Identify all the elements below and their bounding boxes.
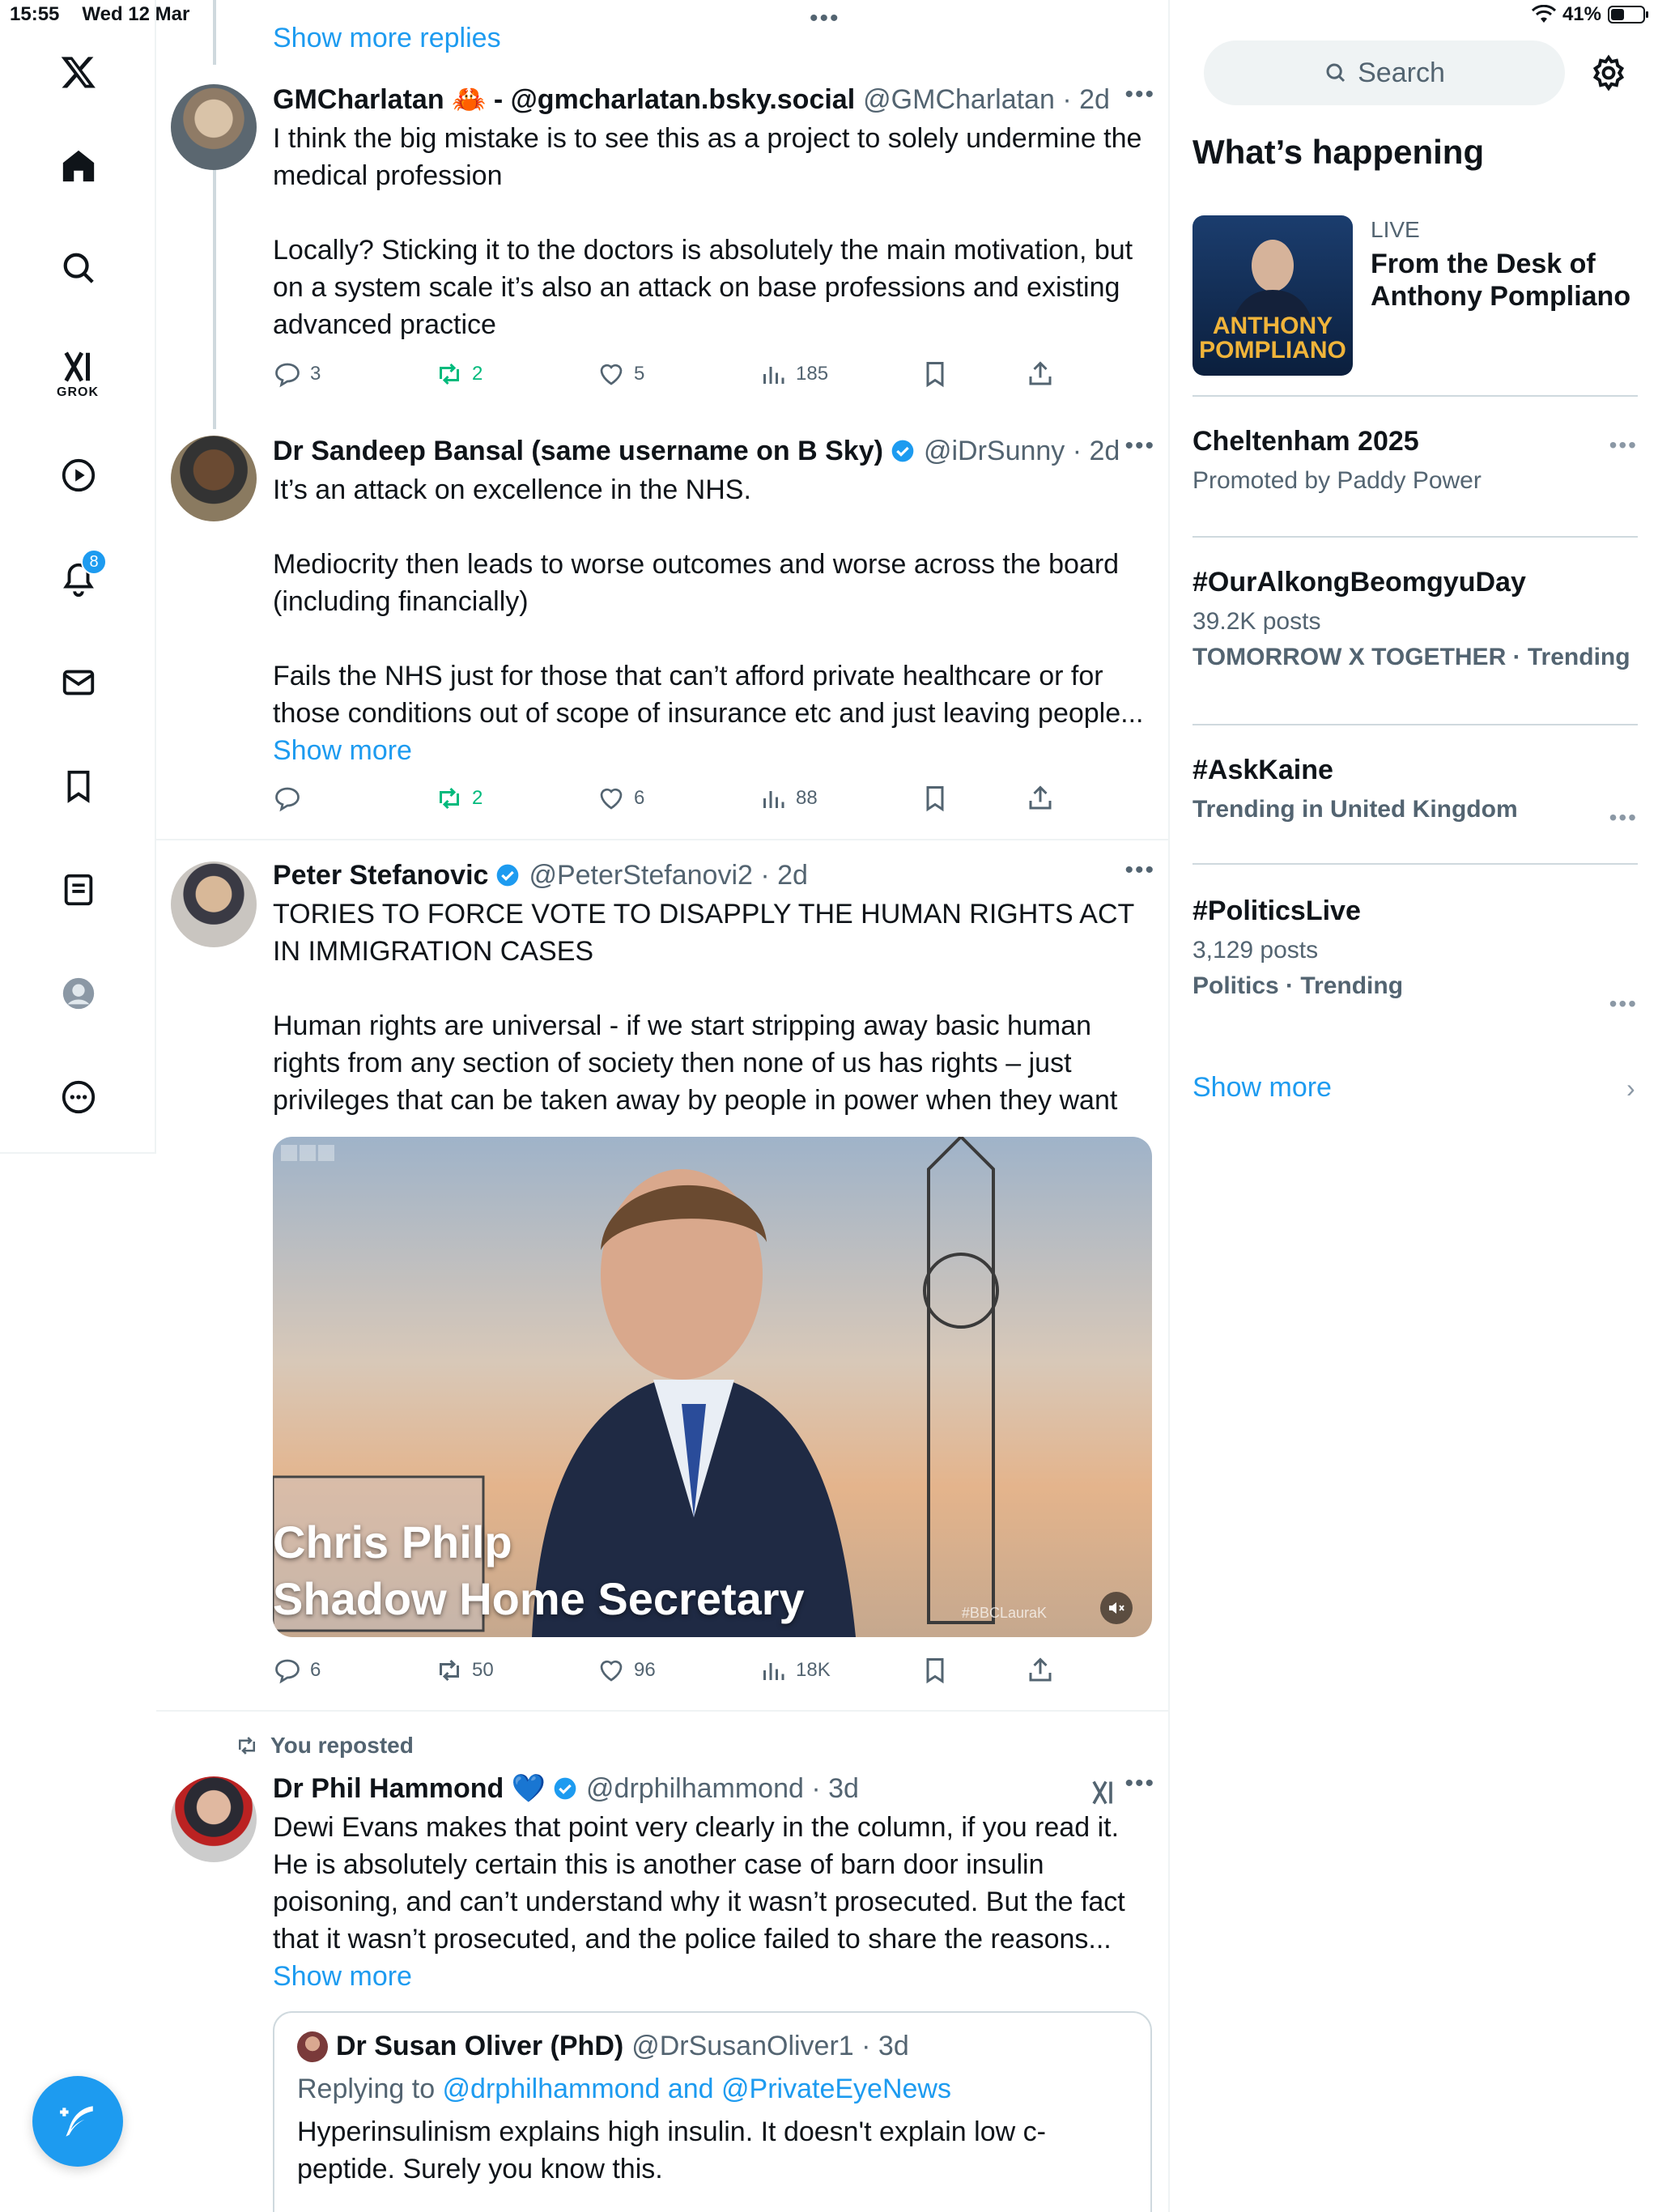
avatar[interactable]: [171, 436, 257, 521]
avatar[interactable]: [171, 1776, 257, 1862]
author-name[interactable]: GMCharlatan 🦀 - @gmcharlatan.bsky.social: [273, 84, 856, 115]
video-icon[interactable]: [45, 442, 112, 508]
reply-icon: [273, 784, 302, 813]
reply-icon: [273, 1656, 302, 1685]
view-count: 18K: [796, 1659, 831, 1681]
tweet-video[interactable]: [273, 1137, 1152, 1637]
compose-feather-icon: [57, 2101, 98, 2142]
tweet-divider: [156, 1710, 1170, 1712]
bookmark-icon: [920, 1656, 950, 1685]
reposted-label: You reposted: [270, 1733, 414, 1758]
compose-post-button[interactable]: [32, 2076, 123, 2167]
views-chart-icon: [759, 784, 788, 813]
lists-icon[interactable]: [45, 857, 112, 923]
show-more-replies-link[interactable]: Show more replies: [273, 23, 501, 53]
repost-icon: [435, 784, 464, 813]
mute-button[interactable]: [1100, 1592, 1133, 1624]
video-caption-name: Chris Philp: [273, 1516, 512, 1568]
live-title[interactable]: From the Desk of Anthony Pompliano: [1371, 249, 1631, 312]
bookmark-button[interactable]: [920, 1656, 950, 1685]
right-sidebar: [1170, 0, 1658, 2212]
tweet-text: [273, 1809, 1155, 1995]
tweet-text-body: It’s an attack on excellence in the NHS. Mediocrity then leads to worse outcomes and worse across the board (including financially) Fails the NHS just for those that can’t afford private healthcare or for those conditions out of scope of insurance etc and just leaving people...: [273, 474, 1144, 729]
repost-button[interactable]: [435, 1656, 494, 1685]
repost-icon: [435, 1656, 464, 1685]
author-name[interactable]: Dr Phil Hammond 💙: [273, 1773, 546, 1804]
x-logo-icon[interactable]: [45, 39, 112, 105]
like-count: 6: [634, 787, 645, 809]
tweet-more-icon[interactable]: •••: [1124, 432, 1155, 459]
heart-icon: [597, 359, 626, 389]
views-chart-icon: [759, 359, 788, 389]
reply-button[interactable]: [273, 1656, 321, 1685]
search-input[interactable]: [1204, 40, 1565, 105]
grok-label: GROK: [57, 385, 99, 399]
speaker-muted-icon: [1107, 1598, 1126, 1618]
quote-text: Hyperinsulinism explains high insulin. It doesn't explain low c-peptide. Surely you know this.: [297, 2116, 1046, 2184]
bookmark-icon: [920, 359, 950, 389]
reply-button[interactable]: [273, 784, 310, 813]
sidebar-divider: [1192, 395, 1638, 397]
repost-button[interactable]: [435, 359, 483, 389]
profile-avatar-icon[interactable]: [45, 960, 112, 1027]
tweet-divider: [156, 839, 1170, 840]
sidebar-divider: [1192, 863, 1638, 865]
heart-icon: [597, 1656, 626, 1685]
quoted-tweet[interactable]: [273, 2011, 1152, 2212]
quote-replying-to: [297, 2074, 1128, 2105]
author-handle[interactable]: @drphilhammond · 3d: [586, 1772, 859, 1804]
views-button[interactable]: [759, 1656, 831, 1685]
repost-icon: [235, 1733, 259, 1758]
trend-context: Politics · Trending: [1192, 972, 1404, 999]
trend-item[interactable]: [1192, 755, 1638, 830]
trend-item[interactable]: [1192, 895, 1638, 1016]
share-icon: [1026, 1656, 1055, 1685]
chevron-right-icon: ›: [1626, 1074, 1635, 1103]
bookmark-button[interactable]: [920, 784, 950, 813]
trend-title: #PoliticsLive: [1192, 895, 1361, 926]
views-chart-icon: [759, 1656, 788, 1685]
repost-count: 50: [472, 1659, 494, 1681]
search-icon[interactable]: [45, 235, 112, 301]
show-more-link[interactable]: Show more: [273, 1961, 412, 1992]
reply-icon: [273, 359, 302, 389]
bookmark-button[interactable]: [920, 359, 950, 389]
share-icon: [1026, 784, 1055, 813]
video-caption-title: Shadow Home Secretary: [273, 1573, 805, 1624]
trend-title: #AskKaine: [1192, 755, 1333, 785]
reply-button[interactable]: [273, 359, 321, 389]
share-button[interactable]: [1026, 1656, 1055, 1685]
video-hashtag: #BBCLauraK: [961, 1605, 1047, 1621]
tweet-text: [273, 471, 1155, 769]
reply-count: 6: [310, 1659, 321, 1681]
notifications-bell-icon[interactable]: [45, 546, 112, 612]
more-options-icon[interactable]: [45, 1064, 112, 1130]
notifications-badge: 8: [81, 549, 107, 575]
tweet-actions: [273, 1650, 1082, 1691]
trend-title: #OurAlkongBeomgyuDay: [1192, 567, 1526, 598]
sidebar-divider: [1192, 724, 1638, 725]
verified-badge-icon: [495, 862, 521, 888]
tweet-actions: [273, 354, 1082, 394]
repost-count: 2: [472, 363, 483, 385]
repost-count: 2: [472, 787, 483, 809]
share-button[interactable]: [1026, 359, 1055, 389]
sidebar-divider: [1192, 536, 1638, 538]
trend-more-icon[interactable]: •••: [1609, 805, 1638, 830]
reposted-indicator: [235, 1733, 414, 1759]
search-icon: [1324, 61, 1348, 85]
reply-count: 3: [310, 363, 321, 385]
tweet-text: I think the big mistake is to see this as a project to solely undermine the medical profession Locally? Sticking it to the doctors is absolutely the main motivation, but on a system scale it’s also an attack on base professions and existing advanced practice: [273, 123, 1142, 340]
quote-author-handle: @DrSusanOliver1 · 3d: [631, 2031, 909, 2061]
share-icon: [1026, 359, 1055, 389]
quote-avatar[interactable]: [297, 2031, 328, 2062]
tweet-text-body: Dewi Evans makes that point very clearly in the column, if you read it. He is absolutely certain this is another case of barn door insulin poisoning, and can’t understand why it wasn’t prosecuted. But the fact that it wasn’t prosecuted, and the police failed to share the reasons...: [273, 1812, 1133, 1955]
trend-context: TOMORROW X TOGETHER · Trending: [1192, 644, 1630, 670]
messages-envelope-icon[interactable]: [45, 649, 112, 716]
bookmarks-icon[interactable]: [45, 753, 112, 819]
share-button[interactable]: [1026, 784, 1055, 813]
avatar[interactable]: [171, 84, 257, 170]
search-placeholder: Search: [1358, 57, 1445, 88]
thread-line: [213, 138, 216, 429]
multitask-dots[interactable]: •••: [810, 5, 840, 32]
verified-badge-icon: [552, 1776, 578, 1802]
quote-replying-handles[interactable]: @drphilhammond and @PrivateEyeNews: [442, 2074, 951, 2104]
live-label: LIVE: [1371, 217, 1420, 242]
quote-replying-prefix: Replying to: [297, 2074, 443, 2104]
status-date: Wed 12 Mar: [82, 3, 190, 25]
trend-more-icon[interactable]: •••: [1609, 991, 1638, 1016]
tweet-more-icon[interactable]: •••: [1124, 81, 1155, 108]
trend-title: Cheltenham 2025: [1192, 426, 1419, 457]
verified-badge-icon: [890, 438, 916, 464]
view-count: 88: [796, 787, 818, 809]
heart-icon: [597, 784, 626, 813]
settings-gear-icon[interactable]: [1589, 53, 1628, 92]
views-button[interactable]: [759, 784, 818, 813]
status-time: 15:55: [10, 3, 60, 25]
trends-show-more-link[interactable]: Show more: [1192, 1072, 1332, 1103]
repost-button[interactable]: [435, 784, 483, 813]
view-count: 185: [796, 363, 829, 385]
tweet-text: TORIES TO FORCE VOTE TO DISAPPLY THE HUMAN RIGHTS ACT IN IMMIGRATION CASES Human rights are universal - if we start stripping away basic human rights from any section of society then none of us has rights – just privileges that can be taken away by people in power when they want: [273, 899, 1134, 1116]
like-button[interactable]: [597, 359, 644, 389]
quote-author-name: Dr Susan Oliver (PhD): [336, 2031, 624, 2061]
author-name[interactable]: Peter Stefanovic: [273, 859, 489, 891]
author-name[interactable]: Dr Sandeep Bansal (same username on B Sky): [273, 435, 883, 466]
views-button[interactable]: [759, 359, 828, 389]
show-more-link[interactable]: Show more: [273, 735, 412, 766]
battery-percent: 41%: [1562, 3, 1601, 25]
thread-line: [213, 0, 216, 65]
tweet-more-icon[interactable]: •••: [1124, 1770, 1155, 1797]
tweet-actions: [273, 778, 1082, 819]
author-handle[interactable]: @iDrSunny · 2d: [923, 435, 1120, 466]
author-handle[interactable]: @PeterStefanovi2 · 2d: [529, 859, 808, 891]
trend-post-count: 39.2K posts: [1192, 608, 1321, 635]
like-button[interactable]: [597, 784, 644, 813]
trend-item[interactable]: [1192, 426, 1638, 495]
repost-icon: [435, 359, 464, 389]
author-handle[interactable]: @GMCharlatan · 2d: [863, 83, 1110, 115]
grok-explain-icon[interactable]: [1089, 1778, 1118, 1807]
live-thumbnail[interactable]: [1192, 215, 1353, 376]
trend-promoted: Promoted by Paddy Power: [1192, 467, 1482, 494]
home-icon[interactable]: [45, 133, 112, 199]
trend-more-icon[interactable]: •••: [1609, 432, 1638, 457]
trend-item[interactable]: [1192, 567, 1638, 671]
whats-happening-heading: What’s happening: [1192, 133, 1485, 171]
trend-post-count: 3,129 posts: [1192, 937, 1319, 963]
trend-context: Trending in United Kingdom: [1192, 796, 1518, 823]
like-button[interactable]: [597, 1656, 656, 1685]
live-thumb-text: ANTHONY POMPLIANO: [1199, 313, 1346, 364]
like-count: 96: [634, 1659, 656, 1681]
left-nav: [0, 0, 156, 1154]
avatar[interactable]: [171, 861, 257, 947]
bookmark-icon: [920, 784, 950, 813]
tweet-more-icon[interactable]: •••: [1124, 857, 1155, 883]
like-count: 5: [634, 363, 645, 385]
